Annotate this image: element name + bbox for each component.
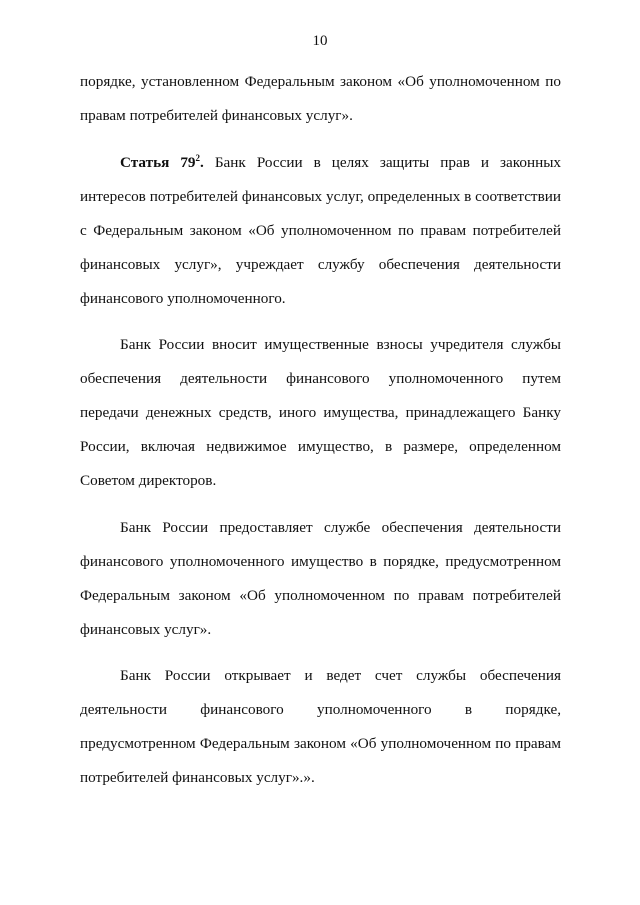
article-text: Банк России в целях защиты прав и законных интересов потребителей финансовых услуг, определенных в соответствии с Федеральным законом «Об уполномоченном по правам потребителей финансовых услуг», учреждает службу обеспечения деятельности финансового уполномоченного. (80, 153, 562, 307)
article-dot: . (200, 153, 204, 171)
page-number: 10 (312, 33, 328, 49)
paragraph-property-contributions: Банк России вносит имущественные взносы учредителя службы обеспечения деятельности финансового уполномоченного путем передачи денежных средств, иного имущества, принадлежащего Банку России, включая недвижимое имущество, в размере, определенном Советом директоров. (80, 336, 561, 489)
paragraph-continuation: порядке, установленном Федеральным законом «Об уполномоченном по правам потребителей финансовых услуг». (80, 73, 561, 124)
paragraph-article-79-2 (80, 146, 561, 316)
article-heading (120, 154, 204, 171)
article-label: Статья 79 (120, 153, 196, 171)
paragraph-account-opening: Банк России открывает и ведет счет службы обеспечения деятельности финансового уполномоченного в порядке, предусмотренном Федеральным законом «Об уполномоченном по правам потребителей финансовых услуг».». (80, 667, 561, 786)
article-superscript: 2 (195, 152, 201, 163)
document-body (80, 65, 561, 808)
paragraph-property-provision: Банк России предоставляет службе обеспечения деятельности финансового уполномоченного имущество в порядке, предусмотренном Федеральным законом «Об уполномоченном по правам потребителей финансовых услуг». (80, 518, 561, 638)
